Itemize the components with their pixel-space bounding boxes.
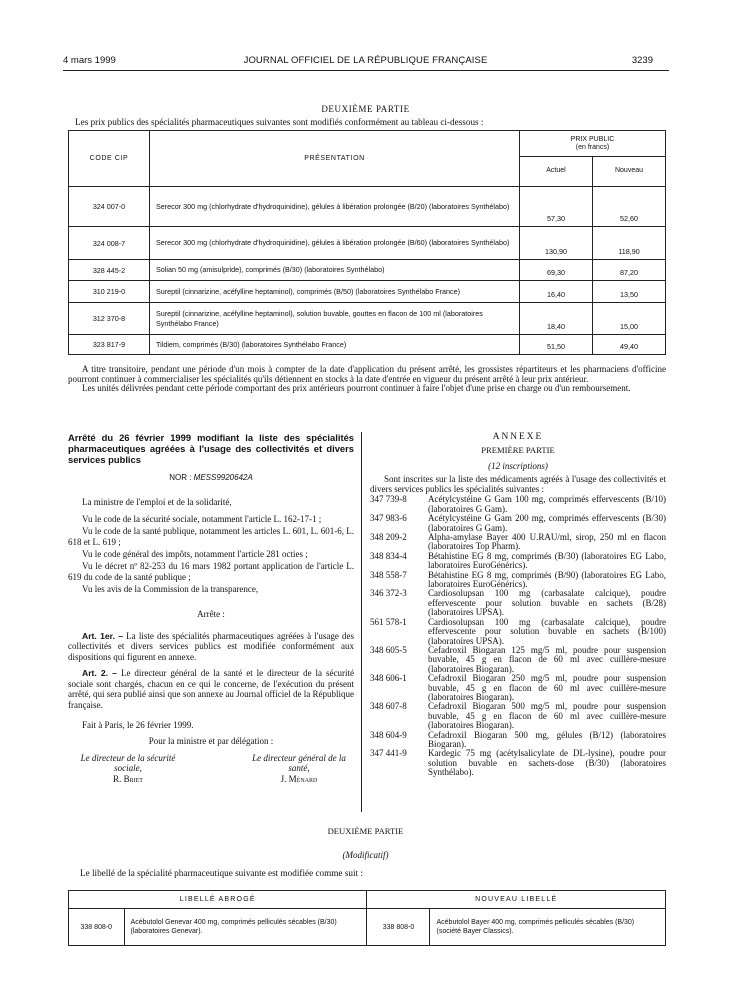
list-item [370,514,666,533]
presentation-text: Sureptil (cinnarizine, acéfylline heptaminol), comprimés (B/50) (laboratoires Synthélabo France) [150,281,520,303]
annexe-column [370,432,666,778]
price-actuel: 16,40 [520,281,593,303]
transition-notes [68,365,666,394]
annexe-title: ANNEXE [492,432,544,442]
header-journal-title: JOURNAL OFFICIEL DE LA RÉPUBLIQUE FRANÇAISE [243,55,488,66]
col-prix-public [520,131,666,157]
visa: Vu le code général des impôts, notamment l'article 281 octies ; [82,549,308,560]
price-nouveau: 52,60 [593,187,666,227]
table-row [69,909,666,946]
list-item [370,702,666,730]
cip-code: 323 817-9 [69,335,150,355]
cip-code: 324 007-0 [69,187,150,227]
article-2-text: Le directeur général de la santé et le directeur de la sécurité sociale sont chargés, chacun en ce qui le concerne, de l'exécution du présent arrêté, qui sera publié ainsi que son annexe au Journal officiel de la République française. [68,668,354,710]
list-item [370,495,666,514]
transition-note: A titre transitoire, pendant une période d'un mois à compter de la date d'application du présent arrêté, les grossistes répartiteurs et les pharmaciens d'officine pourront continuer à commercialiser les spécialités qu'ils détiennent en stocks à la date d'entrée en vigueur du présent arrêté à leur prix antérieur. [68,364,666,384]
prix-public-unit: (en francs) [575,143,610,151]
presentation-text: Sureptil (cinnarizine, acéfylline heptaminol), solution buvable, gouttes en flacon de 100 ml (laboratoires Synthélabo France) [150,303,520,335]
item-code: 348 558-7 [370,569,407,580]
col-actuel: Actuel [520,157,593,187]
col-code-cip: CODE CIP [69,131,150,187]
col-nouveau-libelle: NOUVEAU LIBELLÉ [367,891,666,909]
price-actuel: 130,90 [520,227,593,260]
item-text: Cefadroxil Biogaran 125 mg/5 ml, poudre pour suspension buvable, 45 g en flacon de 60 ml avec cuillère-mesure (laboratoires Biogaran). [428,644,666,674]
article-2 [68,668,354,710]
arrete-label: Arrête : [197,608,225,619]
price-nouveau: 13,50 [593,281,666,303]
list-item [370,589,666,617]
annexe-intro: Sont inscrites sur la liste des médicaments agréés à l'usage des collectivités et divers services publics les spécialités suivantes : [370,474,666,494]
item-code: 347 441-9 [370,748,407,759]
prix-public-label: PRIX PUBLIC [570,135,615,143]
list-item [370,674,666,702]
header-page-number: 3239 [631,55,653,66]
nor-code: MESS9920642A [193,473,253,482]
item-code: 348 607-8 [370,701,407,712]
table-row [69,187,666,227]
list-item [370,749,666,777]
article-1-text: La liste des spécialités pharmaceutiques agréées à l'usage des collectivités et divers services publics est modifiée conformément aux dispositions qui figurent en annexe. [68,631,355,662]
price-nouveau: 87,20 [593,260,666,281]
item-text: Bétahistine EG 8 mg, comprimés (B/30) (laboratoires EG Labo, laboratoires EuroGénérics). [428,550,666,571]
item-text: Alpha-amylase Bayer 400 U.RAU/ml, sirop, 250 ml en flacon (laboratoires Top Pharm). [428,532,666,552]
list-item [370,552,666,571]
presentation-text: Solian 50 mg (amisulpride), comprimés (B/30) (laboratoires Synthélabo) [150,260,520,281]
item-text: Cardiosolupsan 100 mg (carbasalate calcique), poudre effervescente pour solution buvable en sachets (B/100) (laboratoires UPSA). [428,616,666,646]
item-text: Cardiosolupsan 100 mg (carbasalate calcique), poudre effervescente pour solution buvable en sachets (B/28) (laboratoires UPSA). [428,588,666,618]
item-code: 347 739-8 [370,494,407,505]
arrete-title: Arrêté du 26 février 1999 modifiant la liste des spécialités pharmaceutiques agréées à l'usage des collectivités et divers services publics [68,432,354,465]
item-text: Kardegic 75 mg (acétylsalicylate de DL-lysine), poudre pour solution buvable en sachets-dose (B/30) (laboratoires Synthélabo). [428,748,666,778]
table-row [69,260,666,281]
signature-name: R. Briet [113,773,143,784]
nor-reference [68,473,354,483]
item-text: Cefadroxil Biogaran 500 mg/5 ml, poudre pour suspension buvable, 45 g en flacon de 60 ml avec cuillère-mesure (laboratoires Biogaran). [428,701,666,731]
column-divider [361,432,362,812]
article-1-label: Art. 1er. – [82,631,123,642]
list-item [370,533,666,552]
price-actuel: 57,30 [520,187,593,227]
item-text: Cefadroxil Biogaran 500 mg, gélules (B/12) (laboratoires Biogaran). [428,729,666,749]
cip-code: 324 008-7 [69,227,150,260]
table-row [69,227,666,260]
part2-title: DEUXIÈME PARTIE [321,104,410,114]
presentation-text: Serecor 300 mg (chlorhydrate d'hydroquinidine), gélules à libération prolongée (B/20) (laboratoires Synthélabo) [150,187,520,227]
nor-label: NOR : [169,473,192,482]
visa: Vu le code de la sécurité sociale, notamment l'article L. 162-17-1 ; [82,513,322,524]
presentation-text: Serecor 300 mg (chlorhydrate d'hydroquinidine), gélules à libération prolongée (B/60) (laboratoires Synthélabo) [150,227,520,260]
cip-code: 328 445-2 [69,260,150,281]
price-nouveau: 15,00 [593,303,666,335]
item-text: Bétahistine EG 8 mg, comprimés (B/90) (laboratoires EG Labo, laboratoires EuroGénérics). [428,569,666,590]
price-nouveau: 118,90 [593,227,666,260]
article-2-label: Art. 2. – [82,668,117,679]
cip-code: 312 370-8 [69,303,150,335]
item-code: 348 209-2 [370,532,407,543]
old-cip-code: 338 808-0 [69,909,125,946]
signature-name: J. Ménard [280,773,318,784]
article-1 [68,631,354,662]
visa: Vu le code de la santé publique, notamment les articles L. 601, L. 601-6, L. 618 et L. 619 ; [68,526,354,547]
item-text: Cefadroxil Biogaran 250 mg/5 ml, poudre pour suspension buvable, 45 g en flacon de 60 ml avec cuillère-mesure (laboratoires Biogaran). [428,673,666,702]
price-actuel: 51,50 [520,335,593,355]
item-code: 347 983-6 [370,513,407,524]
price-actuel: 18,40 [520,303,593,335]
signature-title: Le directeur général de la santé, [252,752,346,774]
list-item [370,618,666,646]
list-item [370,646,666,674]
old-libelle: Acébutolol Genevar 400 mg, comprimés pelliculés sécables (B/30) (laboratoires Genevar). [124,909,367,946]
modificatif-intro: Le libellé de la spécialité pharmaceutique suivante est modifiée comme suit : [80,868,363,878]
item-code: 348 605-5 [370,644,407,655]
signature-securite-sociale [68,753,188,784]
fait-a-paris: Fait à Paris, le 26 février 1999. [82,719,194,730]
minister-line: La ministre de l'emploi et de la solidarité, [82,497,232,508]
col-libelle-abroge: LIBELLÉ ABROGÉ [69,891,367,909]
visa: Vu le décret nº 82-253 du 16 mars 1982 portant application de l'article L. 619 du code de la santé publique ; [68,561,354,582]
signatures [68,753,354,784]
item-code: 348 834-4 [370,550,407,561]
delegation-line: Pour la ministre et par délégation : [148,736,274,747]
new-libelle: Acébutolol Bayer 400 mg, comprimés pelliculés sécables (B/30) (société Bayer Classics). [430,909,666,946]
table-row [69,281,666,303]
inscriptions-count: (12 inscriptions) [488,460,548,471]
item-code: 348 606-1 [370,673,407,684]
transition-note: Les unités délivrées pendant cette période comportant des prix antérieurs pourront continuer à faire l'objet d'une prise en charge ou d'un remboursement. [82,383,631,394]
item-text: Acétylcystéine G Gam 100 mg, comprimés effervescents (B/10) (laboratoires G Gam). [428,494,666,514]
signature-title: Le directeur de la sécurité sociale, [80,752,176,774]
price-table [68,130,666,355]
table-row [69,335,666,355]
arrete-column [68,432,354,784]
header-rule [63,70,669,71]
item-text: Acétylcystéine G Gam 200 mg, comprimés effervescents (B/30) (laboratoires G Gam). [428,513,666,533]
libelle-table [68,890,666,946]
modificatif-label: (Modificatif) [342,850,389,860]
new-cip-code: 338 808-0 [367,909,430,946]
bottom-part-title: DEUXIÈME PARTIE [327,826,404,836]
list-item [370,731,666,750]
table-row [69,303,666,335]
cip-code: 310 219-0 [69,281,150,303]
signature-sante [244,753,354,784]
price-nouveau: 49,40 [593,335,666,355]
presentation-text: Tildiem, comprimés (B/30) (laboratoires Synthélabo France) [150,335,520,355]
header-date: 4 mars 1999 [63,55,116,66]
visa: Vu les avis de la Commission de la transparence, [82,584,259,595]
list-item [370,571,666,590]
part2-intro: Les prix publics des spécialités pharmaceutiques suivantes sont modifiés conformément au tableau ci-dessous : [75,117,484,127]
price-actuel: 69,30 [520,260,593,281]
premiere-partie: PREMIÈRE PARTIE [481,445,555,456]
col-nouveau: Nouveau [593,157,666,187]
item-code: 348 604-9 [370,729,407,740]
col-presentation: PRÉSENTATION [150,131,520,187]
item-code: 561 578-1 [370,616,407,627]
item-code: 346 372-3 [370,588,407,599]
